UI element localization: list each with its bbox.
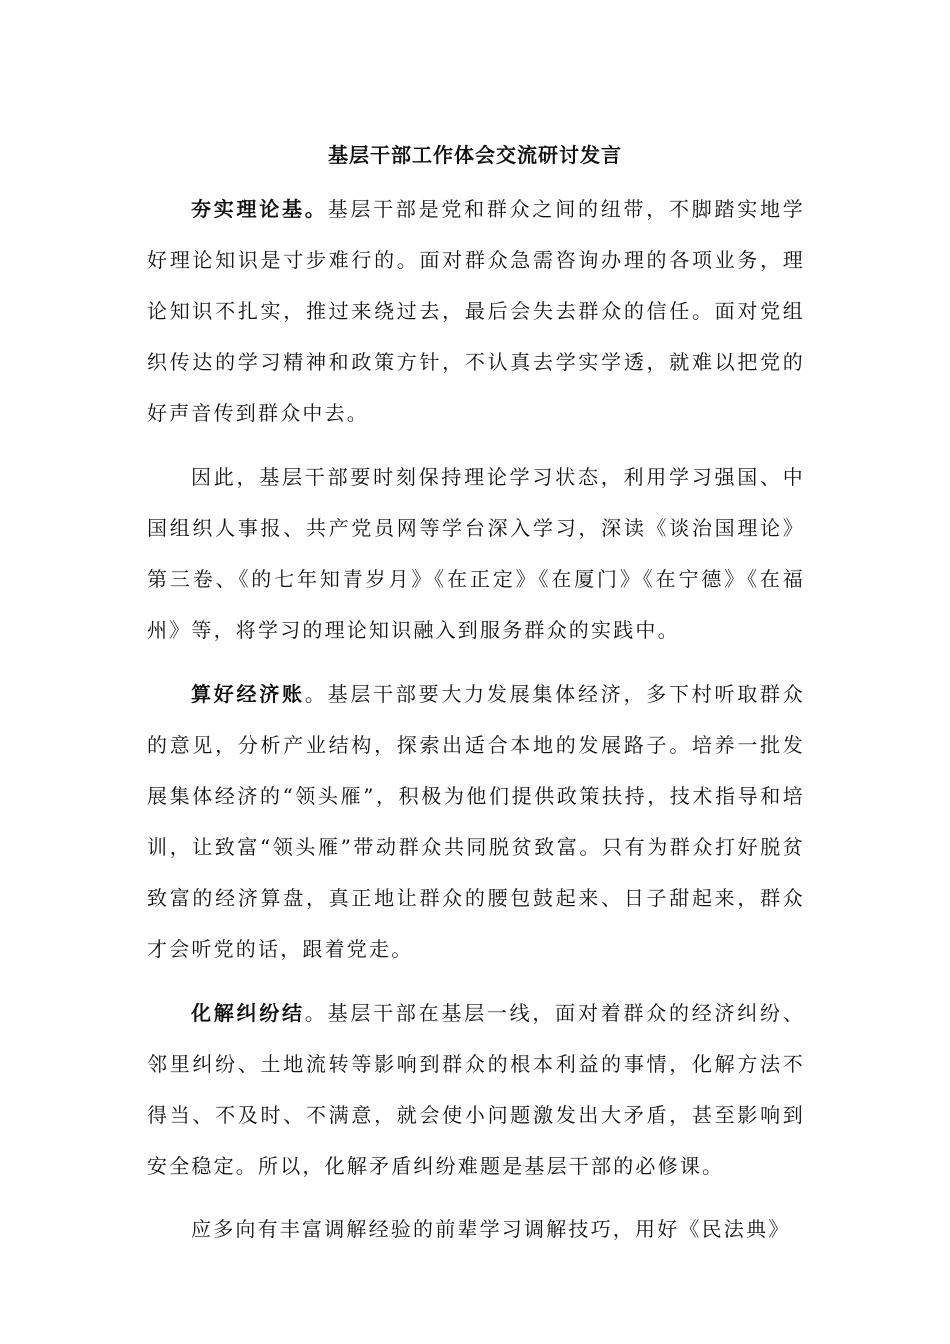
paragraph-text: 应多向有丰富调解经验的前辈学习调解技巧，用好《民法典》 [191, 1217, 791, 1241]
paragraph-theory [147, 184, 805, 439]
paragraph-text: 。基层干部在基层一线，面对着群众的经济纠纷、邻里纠纷、土地流转等影响到群众的根本利益的事情，化解方法不得当、不及时、不满意，就会使小问题激发出大矛盾，甚至影响到安全稳定。所以，化解矛盾纠纷难题是基层干部的必修课。 [147, 1001, 805, 1178]
paragraph-mediation [147, 1204, 805, 1255]
section-heading-theory: 夯实理论基。 [191, 197, 328, 221]
section-heading-disputes: 化解纠纷结 [191, 1001, 305, 1025]
paragraph-text: 基层干部是党和群众之间的纽带，不脚踏实地学好理论知识是寸步难行的。面对群众急需咨询办理的各项业务，理论知识不扎实，推过来绕过去，最后会失去群众的信任。面对党组织传达的学习精神和政策方针，不认真去学实学透，就难以把党的好声音传到群众中去。 [147, 197, 806, 425]
paragraph-text: 。基层干部要大力发展集体经济，多下村听取群众的意见，分析产业结构，探索出适合本地的发展路子。培养一批发展集体经济的“领头雁”，积极为他们提供政策扶持，技术指导和培训，让致富“领头雁”带动群众共同脱贫致富。只有为群众打好脱贫致富的经济算盘，真正地让群众的腰包鼓起来、日子甜起来，群众才会听党的话，跟着党走。 [147, 682, 805, 961]
section-heading-economy: 算好经济账 [191, 682, 305, 706]
document-title: 基层干部工作体会交流研讨发言 [328, 143, 622, 167]
paragraph-economy [147, 669, 805, 975]
paragraph-text: 因此，基层干部要时刻保持理论学习状态，利用学习强国、中国组织人事报、共产党员网等学台深入学习，深读《谈治国理论》第三卷、《的七年知青岁月》《在正定》《在厦门》《在宁德》《在福州》等，将学习的理论知识融入到服务群众的实践中。 [147, 465, 805, 642]
paragraph-disputes [147, 988, 805, 1192]
paragraph-theory-study [147, 452, 805, 656]
document-body [147, 184, 805, 1255]
